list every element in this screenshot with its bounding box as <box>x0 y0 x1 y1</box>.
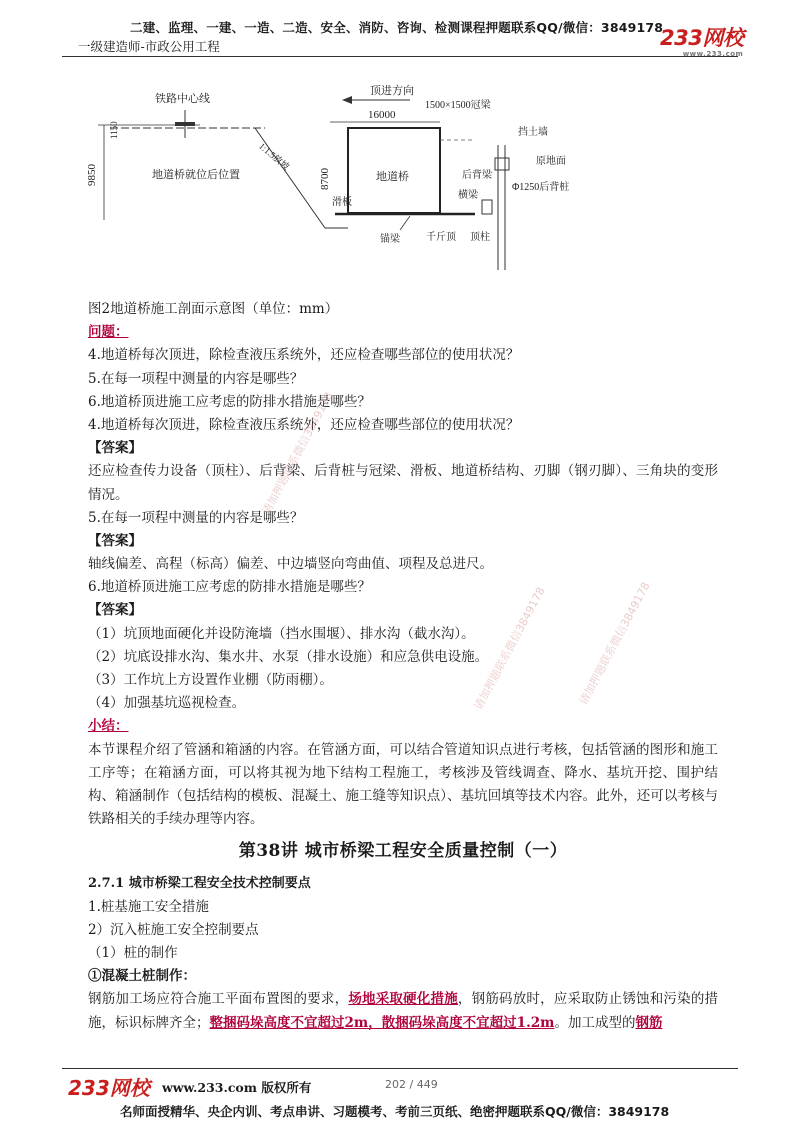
answer-6-4: （4）加强基坑巡视检查。 <box>88 695 246 712</box>
bridge-label: 地道桥 <box>376 171 409 183</box>
highlight-rebar: 钢筋 <box>635 1014 663 1031</box>
answer-label-6: 【答案】 <box>88 602 142 619</box>
answer-5: 轴线偏差、高程（标高）偏差、中边墙竖向弯曲值、项程及总进尺。 <box>88 556 493 573</box>
crown-beam-label: 1500×1500冠梁 <box>425 100 491 111</box>
item-pile-safety: 1.桩基施工安全措施 <box>88 898 209 915</box>
rail-center-label: 铁路中心线 <box>155 93 210 105</box>
back-pile-label: Φ1250后背桩 <box>512 182 570 193</box>
section-2-7-1: 2.7.1 城市桥梁工程安全技术控制要点 <box>88 876 311 892</box>
page-number: 202 / 449 <box>385 1078 438 1091</box>
answer-6-2: （2）坑底设排水沟、集水井、水泵（排水设施）和应急供电设施。 <box>88 648 489 665</box>
question-6-repeat: 6.地道桥顶进施工应考虑的防排水措施是哪些？ <box>88 579 371 596</box>
header-contact-text: 二建、监理、一建、一造、二造、安全、消防、咨询、检测课程押题联系QQ/微信：3849178 <box>130 20 664 35</box>
answer-6-1: （1）坑顶地面硬化并设防淹墙（挡水围堰）、排水沟（截水沟）。 <box>88 625 475 642</box>
header-divider <box>62 56 738 57</box>
dim-8700: 8700 <box>319 168 331 190</box>
item-pile-making: （1）桩的制作 <box>88 944 178 961</box>
question-6: 6.地道桥顶进施工应考虑的防排水措施是哪些？ <box>88 393 371 410</box>
figure-caption: 图2地道桥施工剖面示意图（单位：mm） <box>88 301 339 317</box>
dim-16000: 16000 <box>368 109 396 121</box>
footer-site: www.233.com 版权所有 <box>162 1080 312 1095</box>
footer-logo: 233网校 <box>68 1076 150 1100</box>
question-5: 5.在每一项程中测量的内容是哪些？ <box>88 370 304 387</box>
watermark: 请加押题联系微信3849178 <box>576 579 653 708</box>
slope-label: 1:1.5放坡 <box>257 140 292 172</box>
brand-logo: 233网校 www.233.com <box>660 26 744 58</box>
dim-9850: 9850 <box>86 164 98 186</box>
lecture-title: 第38讲 城市桥梁工程安全质量控制（一） <box>238 841 568 862</box>
bridge-section-diagram <box>80 80 600 280</box>
item-concrete-pile: ①混凝土桩制作： <box>88 968 196 985</box>
dim-1150: 1150 <box>109 121 119 139</box>
jack-label: 千斤顶 <box>426 232 456 243</box>
item-driven-pile: 2）沉入桩施工安全控制要点 <box>88 921 259 938</box>
question-5-repeat: 5.在每一项程中测量的内容是哪些？ <box>88 509 304 526</box>
summary-text: 本节课程介绍了管涵和箱涵的内容。在管涵方面，可以结合管道知识点进行考核，包括管涵的图形和施工工序等；在箱涵方面，可以将其视为地下结构工程施工，考核涉及管线调查、降水、基坑开挖、围护结构、箱涵制作（包括结构的模板、混凝土、施工缝等知识点）、基坑回填等技术内容。此外，还可以考核与铁路相关的手续办理等内容。 <box>88 741 718 828</box>
rebar-paragraph: 钢筋加工场应符合施工平面布置图的要求，场地采取硬化措施，钢筋码放时，应采取防止锈蚀和污染的措施，标识标牌齐全；整捆码垛高度不宜超过2m，散捆码垛高度不宜超过1.2m。加工成型的钢筋 <box>88 991 719 1031</box>
back-beam-label: 后背梁 <box>462 170 492 181</box>
anchor-beam-label: 锚梁 <box>380 234 400 245</box>
header-subtitle: 一级建造师-市政公用工程 <box>78 39 220 54</box>
retaining-wall-label: 挡土墙 <box>518 127 548 138</box>
bridge-after-label: 地道桥就位后位置 <box>152 169 240 181</box>
question-4: 4.地道桥每次顶进，除检查液压系统外，还应检查哪些部位的使用状况？ <box>88 347 520 364</box>
answer-4: 还应检查传力设备（顶柱）、后背梁、后背桩与冠梁、滑板、地道桥结构、刃脚（钢刃脚）、三角块的变形情况。 <box>88 463 718 503</box>
slide-label: 滑板 <box>332 197 352 208</box>
question-4-repeat: 4.地道桥每次顶进，除检查液压系统外，还应检查哪些部位的使用状况？ <box>88 416 520 433</box>
question-heading: 问题： <box>88 324 129 341</box>
highlight-stack-height: 整捆码垛高度不宜超过2m，散捆码垛高度不宜超过1.2m <box>209 1014 555 1031</box>
answer-6-3: （3）工作坑上方设置作业棚（防雨棚）。 <box>88 672 333 689</box>
document-body <box>88 298 718 1035</box>
answer-label-5: 【答案】 <box>88 532 142 549</box>
cross-beam-label: 横梁 <box>458 190 478 201</box>
watermark: 请加押题联系微信3849178 <box>259 389 336 518</box>
jack-direction-label: 顶进方向 <box>370 85 414 97</box>
watermark: 请加押题联系微信3849178 <box>471 584 548 713</box>
ground-label: 原地面 <box>536 156 566 167</box>
answer-label-4: 【答案】 <box>88 440 142 457</box>
highlight-hardening: 场地采取硬化措施 <box>348 991 458 1008</box>
footer-divider <box>62 1068 738 1069</box>
summary-heading: 小结： <box>88 718 129 735</box>
footer-contact-text: 名师面授精华、央企内训、考点串讲、习题模考、考前三页纸、绝密押题联系QQ/微信：3849178 <box>120 1104 670 1119</box>
post-label: 顶柱 <box>470 232 490 243</box>
